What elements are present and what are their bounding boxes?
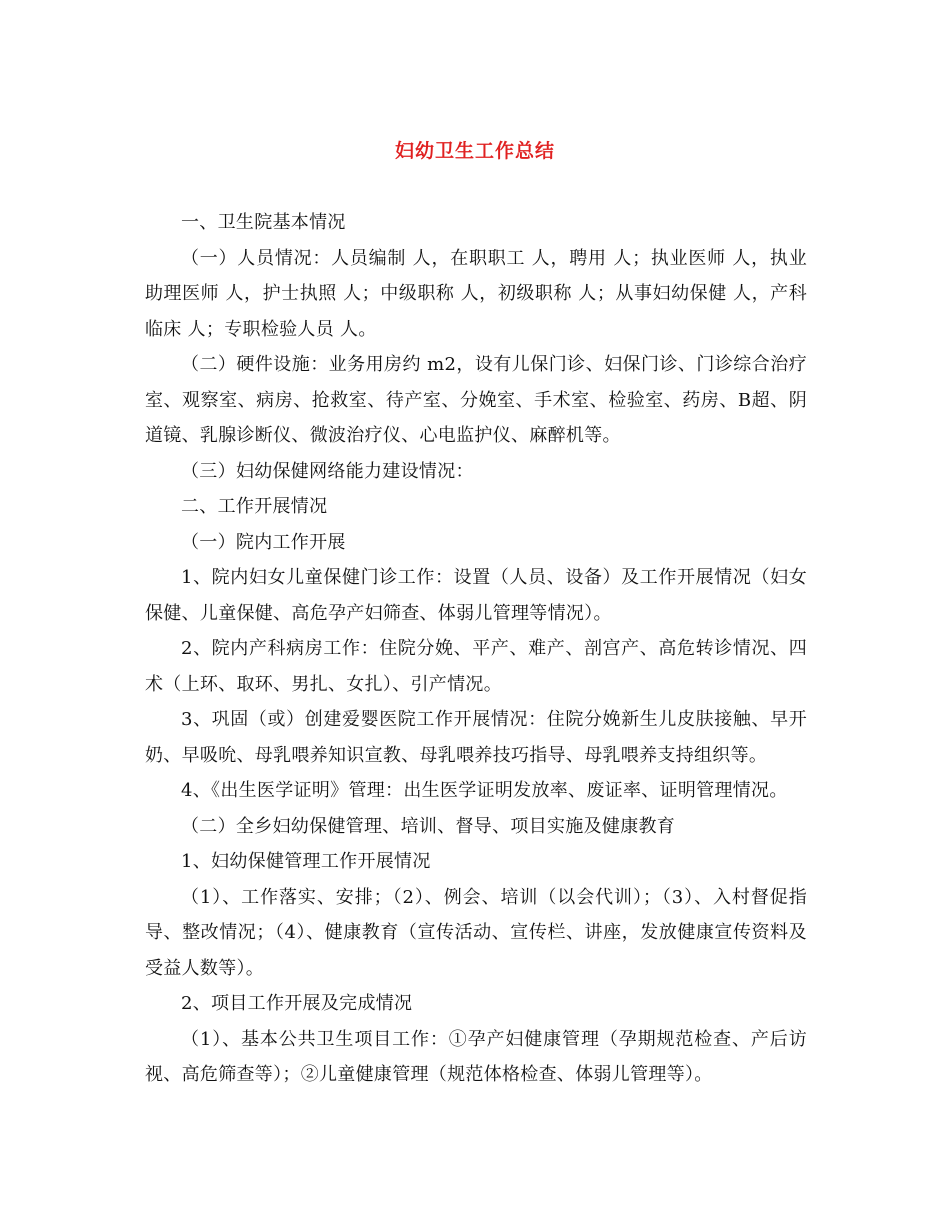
paragraph-obstetrics-ward: 2、院内产科病房工作：住院分娩、平产、难产、剖宫产、高危转诊情况、四术（上环、取环、男扎、女扎）、引产情况。: [145, 638, 807, 695]
paragraph-birth-certificate: 4、《出生医学证明》管理：出生医学证明发放率、废证率、证明管理情况。: [181, 780, 788, 801]
section-heading-1: 一、卫生院基本情况: [181, 212, 346, 233]
paragraph-staffing: （一）人员情况：人员编制 人，在职职工 人，聘用 人；执业医师 人，执业助理医师 人，护士执照 人；中级职称 人，初级职称 人；从事妇幼保健 人，产科临床 人；专职检验人员 人。: [145, 247, 807, 340]
document-title: 妇幼卫生工作总结: [394, 140, 555, 162]
paragraph-public-health-projects: （1）、基本公共卫生项目工作：①孕产妇健康管理（孕期规范检查、产后访视、高危筛查等）；②儿童健康管理（规范体格检查、体弱儿管理等）。: [145, 1028, 807, 1085]
paragraph-network: （三）妇幼保健网络能力建设情况：: [181, 460, 474, 482]
document-body: [145, 205, 807, 1093]
item-heading-projects: 2、项目工作开展及完成情况: [181, 993, 413, 1014]
section-heading-2: 二、工作开展情况: [181, 496, 328, 517]
subsection-heading-township: （二）全乡妇幼保健管理、培训、督导、项目实施及健康教育: [181, 815, 676, 837]
subsection-heading-inhospital: （一）院内工作开展: [181, 531, 346, 553]
paragraph-management-details: （1）、工作落实、安排；（2）、例会、培训（以会代训）；（3）、入村督促指导、整改情况；（4）、健康教育（宣传活动、宣传栏、讲座，发放健康宣传资料及受益人数等）。: [145, 886, 807, 979]
item-heading-management: 1、妇幼保健管理工作开展情况: [181, 851, 431, 872]
paragraph-clinic-work: 1、院内妇女儿童保健门诊工作：设置（人员、设备）及工作开展情况（妇女保健、儿童保健、高危孕产妇筛查、体弱儿管理等情况）。: [145, 567, 807, 624]
paragraph-baby-friendly: 3、巩固（或）创建爱婴医院工作开展情况：住院分娩新生儿皮肤接触、早开奶、早吸吮、母乳喂养知识宣教、母乳喂养技巧指导、母乳喂养支持组织等。: [145, 709, 807, 766]
paragraph-facilities: （二）硬件设施：业务用房约 m2，设有儿保门诊、妇保门诊、门诊综合治疗室、观察室、病房、抢救室、待产室、分娩室、手术室、检验室、药房、B超、阴道镜、乳腺诊断仪、微波治疗仪、心电监护仪、麻醉机等。: [145, 354, 807, 446]
